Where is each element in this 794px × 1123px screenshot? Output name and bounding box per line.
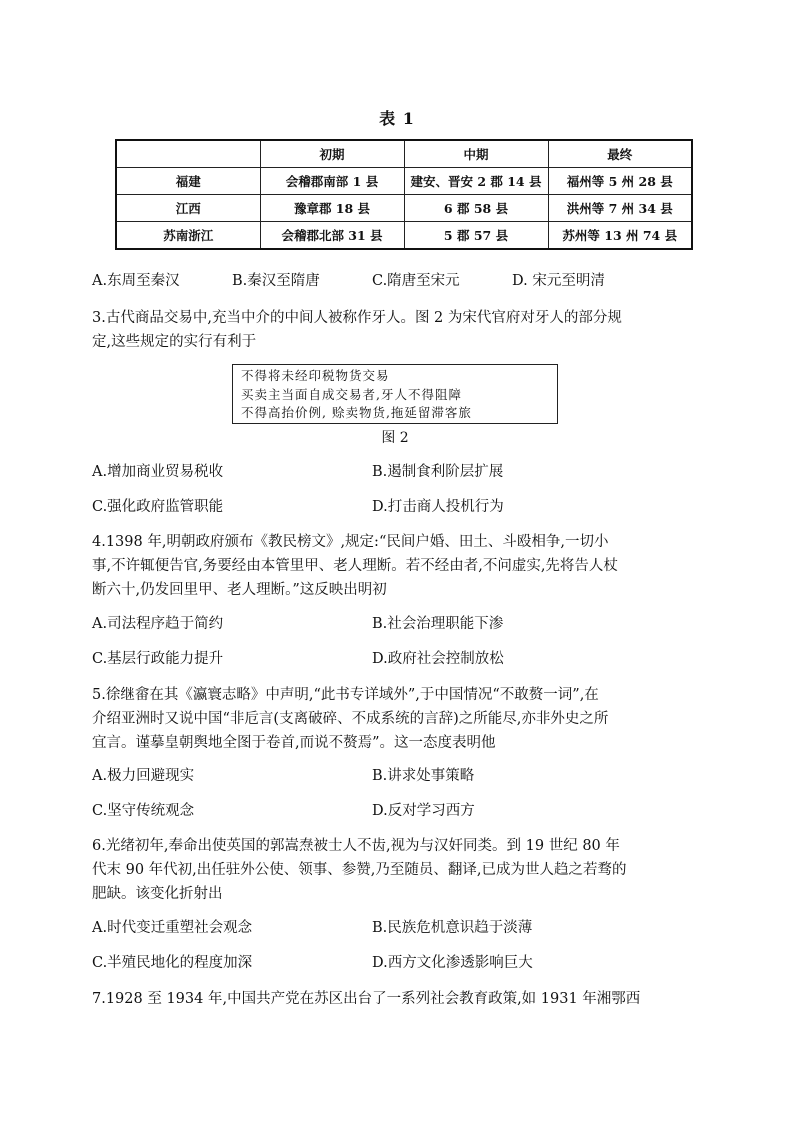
table-cell: 5 郡 57 县 bbox=[404, 222, 548, 250]
q6-stem-line-3: 肥缺。该变化折射出 bbox=[92, 886, 223, 902]
table-cell: 建安、晋安 2 郡 14 县 bbox=[404, 168, 548, 195]
q2-option-a[interactable]: A.东周至秦汉 bbox=[92, 273, 180, 289]
figure-2-line: 不得将未经印税物货交易 bbox=[241, 368, 390, 383]
q4-stem-line-3: 断六十,仍发回里甲、老人理断。”这反映出明初 bbox=[92, 582, 387, 598]
table-header-cell: 中期 bbox=[404, 140, 548, 168]
q4-option-c[interactable]: C.基层行政能力提升 bbox=[92, 651, 224, 667]
table-row bbox=[116, 222, 692, 250]
q4-option-d[interactable]: D.政府社会控制放松 bbox=[372, 651, 504, 667]
table-cell: 苏南浙江 bbox=[116, 222, 260, 250]
q5-option-d[interactable]: D.反对学习西方 bbox=[372, 803, 475, 819]
q4-stem-line-1: 4.1398 年,明朝政府颁布《教民榜文》,规定:“民间户婚、田土、斗殴相争,一切小 bbox=[92, 534, 609, 550]
table-cell: 洪州等 7 州 34 县 bbox=[548, 195, 692, 222]
q3-option-a[interactable]: A.增加商业贸易税收 bbox=[92, 464, 224, 480]
q3-option-d[interactable]: D.打击商人投机行为 bbox=[372, 499, 504, 515]
q5-stem-line-3: 宜言。谨摹皇朝舆地全图于卷首,而说不赘焉”。这一态度表明他 bbox=[92, 735, 496, 751]
q5-option-c[interactable]: C.坚守传统观念 bbox=[92, 803, 195, 819]
q6-option-b[interactable]: B.民族危机意识趋于淡薄 bbox=[372, 920, 533, 936]
q3-option-b[interactable]: B.遏制食利阶层扩展 bbox=[372, 464, 504, 480]
figure-2-box bbox=[232, 364, 558, 424]
table-cell: 江西 bbox=[116, 195, 260, 222]
q5-stem-line-1: 5.徐继畲在其《瀛寰志略》中声明,“此书专详域外”,于中国情况“不敢赘一词”,在 bbox=[92, 687, 599, 703]
table-row bbox=[116, 195, 692, 222]
table-header-cell: 初期 bbox=[260, 140, 404, 168]
figure-2-line: 不得高抬价例, 赊卖物货,拖延留滞客旅 bbox=[241, 405, 472, 420]
q5-option-b[interactable]: B.讲求处事策略 bbox=[372, 768, 475, 784]
table-cell: 豫章郡 18 县 bbox=[260, 195, 404, 222]
table-cell: 福州等 5 州 28 县 bbox=[548, 168, 692, 195]
q6-option-a[interactable]: A.时代变迁重塑社会观念 bbox=[92, 920, 253, 936]
table-title: 表 1 bbox=[379, 109, 415, 128]
q3-stem-line-2: 定,这些规定的实行有利于 bbox=[92, 334, 257, 350]
q4-option-a[interactable]: A.司法程序趋于简约 bbox=[92, 616, 224, 632]
q6-stem-line-2: 代末 90 年代初,出任驻外公使、领事、参赞,乃至随员、翻译,已成为世人趋之若骛的 bbox=[92, 862, 627, 878]
q3-stem-line-1: 3.古代商品交易中,充当中介的中间人被称作牙人。图 2 为宋代官府对牙人的部分规 bbox=[92, 310, 622, 326]
figure-2-line: 买卖主当面自成交易者,牙人不得阻障 bbox=[241, 386, 462, 402]
table-cell: 6 郡 58 县 bbox=[404, 195, 548, 222]
table-cell: 会稽郡北部 31 县 bbox=[260, 222, 404, 250]
table-cell: 苏州等 13 州 74 县 bbox=[548, 222, 692, 250]
q4-stem-line-2: 事,不许辄便告官,务要经由本管里甲、老人理断。若不经由者,不问虚实,先将告人杖 bbox=[92, 558, 618, 574]
table-cell: 会稽郡南部 1 县 bbox=[260, 168, 404, 195]
q2-option-c[interactable]: C.隋唐至宋元 bbox=[372, 273, 460, 289]
q3-option-c[interactable]: C.强化政府监管职能 bbox=[92, 499, 224, 515]
q6-option-c[interactable]: C.半殖民地化的程度加深 bbox=[92, 955, 253, 971]
q2-option-b[interactable]: B.秦汉至隋唐 bbox=[232, 273, 320, 289]
q7-stem-line-1: 7.1928 至 1934 年,中国共产党在苏区出台了一系列社会教育政策,如 1931 年湘鄂西 bbox=[92, 991, 641, 1007]
q4-option-b[interactable]: B.社会治理职能下渗 bbox=[372, 616, 504, 632]
q5-option-a[interactable]: A.极力回避现实 bbox=[92, 768, 195, 784]
q5-stem-line-2: 介绍亚洲时又说中国“非卮言(支离破碎、不成系统的言辞)之所能尽,亦非外史之所 bbox=[92, 711, 609, 727]
table-header-cell bbox=[116, 140, 260, 168]
table-1 bbox=[115, 139, 693, 250]
table-header-row bbox=[116, 140, 692, 168]
q2-option-d[interactable]: D. 宋元至明清 bbox=[512, 273, 605, 289]
table-header-cell: 最终 bbox=[548, 140, 692, 168]
figure-2-caption: 图 2 bbox=[381, 430, 409, 446]
table-row bbox=[116, 168, 692, 195]
q6-option-d[interactable]: D.西方文化渗透影响巨大 bbox=[372, 955, 533, 971]
q6-stem-line-1: 6.光绪初年,奉命出使英国的郭嵩焘被士人不齿,视为与汉奸同类。到 19 世纪 80 年 bbox=[92, 838, 620, 854]
table-cell: 福建 bbox=[116, 168, 260, 195]
